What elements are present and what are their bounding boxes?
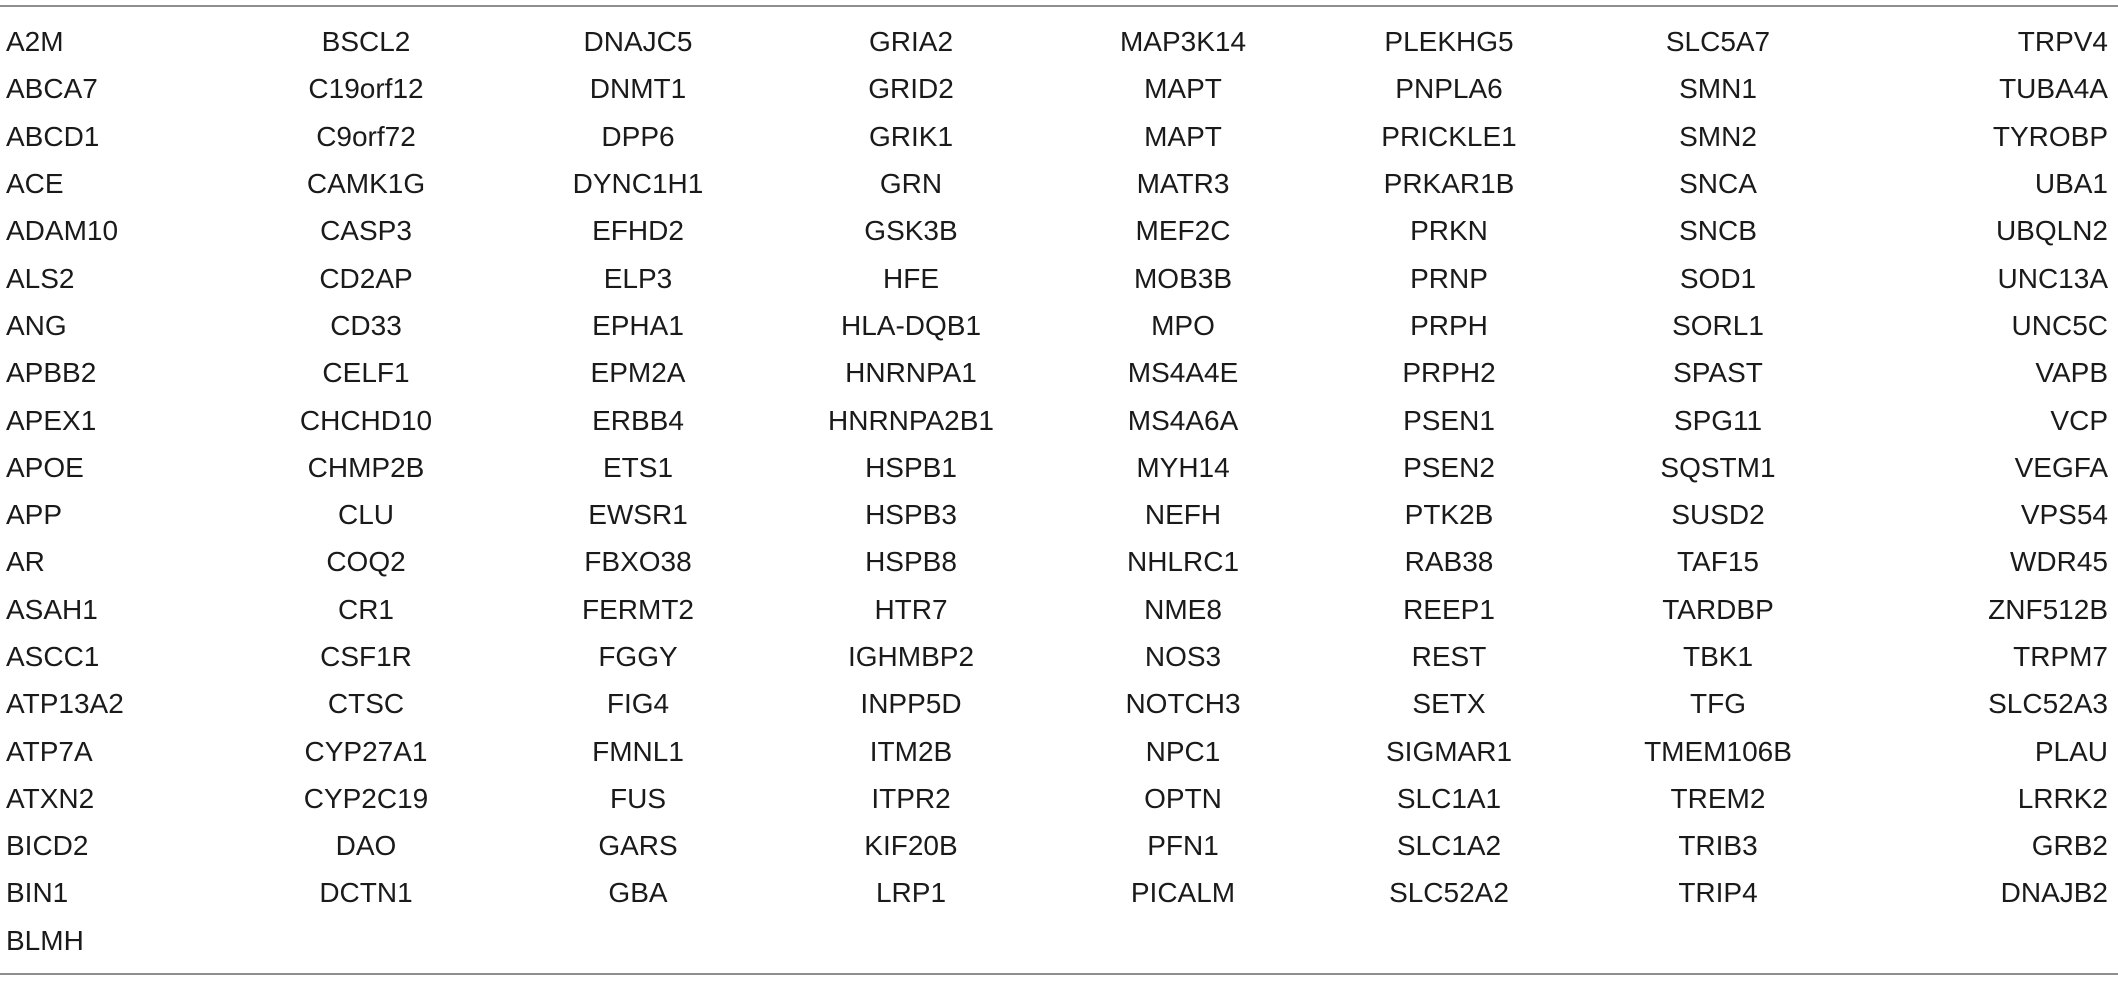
gene-cell: FBXO38	[584, 546, 692, 578]
table-row	[0, 18, 2118, 65]
gene-cell: REEP1	[1403, 593, 1495, 625]
gene-cell: GRN	[879, 168, 943, 200]
gene-cell: APP	[6, 499, 63, 531]
gene-cell: DNAJC5	[583, 26, 693, 58]
gene-cell: CHMP2B	[307, 451, 425, 483]
gene-cell: TAF15	[1677, 546, 1759, 578]
gene-cell: SLC52A2	[1389, 877, 1509, 909]
gene-cell: CD2AP	[319, 262, 413, 294]
gene-cell: GRIA2	[868, 26, 954, 58]
gene-cell: PRICKLE1	[1381, 120, 1517, 152]
gene-cell: ITPR2	[871, 782, 951, 814]
gene-cell: TYROBP	[1992, 120, 2108, 152]
gene-cell: SOD1	[1679, 262, 1757, 294]
gene-cell: MPO	[1151, 309, 1215, 341]
gene-cell: NEFH	[1144, 499, 1222, 531]
gene-cell: TRPV4	[2017, 26, 2108, 58]
gene-cell: ATP7A	[6, 735, 93, 767]
gene-cell: OPTN	[1144, 782, 1222, 814]
gene-cell: KIF20B	[864, 830, 958, 862]
gene-cell: MS4A6A	[1127, 404, 1239, 436]
gene-cell: NME8	[1144, 593, 1222, 625]
gene-cell: DYNC1H1	[572, 168, 704, 200]
gene-cell: EFHD2	[592, 215, 684, 247]
gene-cell: ZNF512B	[1988, 593, 2108, 625]
gene-cell	[1856, 917, 2118, 964]
gene-cell: LRRK2	[2017, 782, 2108, 814]
gene-cell: PRPH2	[1402, 357, 1496, 389]
gene-cell: MAPT	[1144, 120, 1222, 152]
gene-cell: BICD2	[6, 830, 89, 862]
gene-cell: APOE	[6, 451, 84, 483]
gene-cell: HLA-DQB1	[840, 309, 982, 341]
gene-cell: PFN1	[1147, 830, 1219, 862]
gene-cell: DNAJB2	[2000, 877, 2108, 909]
gene-cell: CD33	[330, 309, 402, 341]
table-row	[0, 727, 2118, 774]
gene-cell: ERBB4	[592, 404, 684, 436]
gene-cell: CASP3	[320, 215, 412, 247]
gene-cell: ETS1	[602, 451, 674, 483]
gene-cell: SLC1A1	[1396, 782, 1502, 814]
gene-cell: PRKAR1B	[1383, 168, 1515, 200]
gene-cell: IGHMBP2	[847, 641, 975, 672]
gene-cell: APEX1	[6, 404, 97, 436]
gene-cell: MAPT	[1144, 73, 1222, 105]
gene-cell: ACE	[6, 168, 64, 200]
gene-cell: BIN1	[6, 877, 69, 909]
gene-cell: SUSD2	[1671, 499, 1765, 531]
gene-cell: SLC5A7	[1665, 26, 1771, 58]
gene-cell: UBQLN2	[1995, 215, 2108, 247]
gene-cell: CLU	[337, 499, 394, 531]
gene-cell: DAO	[335, 830, 397, 862]
table-row	[0, 254, 2118, 301]
gene-cell: MOB3B	[1133, 262, 1233, 294]
gene-cell: UNC5C	[2011, 309, 2108, 341]
gene-cell: SORL1	[1672, 309, 1764, 341]
gene-cell: MATR3	[1136, 168, 1230, 200]
gene-cell: HSPB8	[865, 546, 957, 578]
gene-cell: GRIK1	[868, 120, 954, 152]
gene-cell: ASAH1	[6, 593, 98, 625]
gene-cell: COQ2	[326, 546, 406, 578]
gene-cell: GARS	[598, 830, 678, 862]
table-row	[0, 633, 2118, 680]
gene-cell: NPC1	[1145, 735, 1221, 767]
gene-cell: CYP2C19	[303, 782, 429, 814]
gene-cell: SPG11	[1673, 404, 1763, 436]
gene-cell: CHCHD10	[299, 404, 433, 436]
gene-cell: HFE	[883, 262, 939, 294]
gene-cell: EWSR1	[588, 499, 688, 531]
gene-cell: CELF1	[322, 357, 410, 389]
gene-cell: TFG	[1690, 688, 1746, 720]
gene-cell: REST	[1411, 641, 1487, 672]
gene-cell: FUS	[610, 782, 666, 814]
gene-cell: SNCB	[1679, 215, 1757, 247]
gene-cell	[1318, 917, 1580, 964]
gene-cell: SLC1A2	[1396, 830, 1502, 862]
gene-cell: AR	[6, 546, 45, 578]
gene-cell: ITM2B	[869, 735, 953, 767]
gene-cell: GRB2	[2031, 830, 2108, 862]
gene-cell: VEGFA	[2014, 451, 2108, 483]
gene-cell: NHLRC1	[1126, 546, 1240, 578]
table-top-rule	[0, 5, 2118, 7]
gene-cell	[502, 917, 774, 964]
table-row	[0, 65, 2118, 112]
gene-cell: TRIB3	[1678, 830, 1758, 862]
gene-cell: PICALM	[1130, 877, 1236, 909]
table-row	[0, 538, 2118, 585]
gene-cell: CR1	[337, 593, 394, 625]
gene-cell: ADAM10	[6, 215, 119, 247]
gene-cell: DNMT1	[589, 73, 687, 105]
gene-cell: RAB38	[1404, 546, 1494, 578]
table-row	[0, 491, 2118, 538]
gene-cell: VCP	[2050, 404, 2108, 436]
gene-cell: CSF1R	[320, 641, 412, 672]
gene-cell: ALS2	[6, 262, 75, 294]
gene-table	[0, 18, 2118, 964]
gene-cell: HTR7	[874, 593, 948, 625]
gene-cell: SNCA	[1679, 168, 1757, 200]
gene-cell: PLAU	[2034, 735, 2108, 767]
gene-cell: TBK1	[1682, 641, 1754, 672]
gene-cell: ASCC1	[6, 641, 100, 672]
gene-cell: MYH14	[1136, 451, 1230, 483]
gene-cell: PRPH	[1410, 309, 1488, 341]
gene-cell: FIG4	[606, 688, 670, 720]
gene-cell: PSEN2	[1403, 451, 1495, 483]
gene-cell: MEF2C	[1135, 215, 1231, 247]
gene-cell: FGGY	[598, 641, 678, 672]
table-row	[0, 396, 2118, 443]
gene-cell: SMN1	[1679, 73, 1757, 105]
gene-cell: MAP3K14	[1119, 26, 1247, 58]
gene-cell: HNRNPA1	[845, 357, 977, 389]
gene-cell: NOTCH3	[1125, 688, 1241, 720]
table-row	[0, 822, 2118, 869]
gene-cell: ABCA7	[6, 73, 98, 105]
gene-cell: PNPLA6	[1395, 73, 1503, 105]
gene-cell: A2M	[6, 26, 64, 58]
gene-cell: WDR45	[2009, 546, 2108, 578]
gene-cell: C9orf72	[316, 120, 416, 152]
gene-cell: BSCL2	[321, 26, 411, 58]
gene-cell: ATP13A2	[6, 688, 124, 720]
gene-cell: SETX	[1412, 688, 1486, 720]
gene-cell: HNRNPA2B1	[828, 404, 994, 436]
gene-cell: LRP1	[875, 877, 947, 909]
gene-cell: PTK2B	[1404, 499, 1494, 531]
gene-cell: INPP5D	[860, 688, 962, 720]
gene-cell: DCTN1	[319, 877, 413, 909]
gene-cell	[1048, 917, 1318, 964]
gene-cell: SMN2	[1679, 120, 1757, 152]
gene-cell: TMEM106B	[1644, 735, 1792, 767]
gene-cell: HSPB3	[865, 499, 957, 531]
gene-cell: EPM2A	[590, 357, 686, 389]
gene-cell: FERMT2	[582, 593, 694, 625]
gene-cell: VPS54	[2020, 499, 2108, 531]
gene-cell: TREM2	[1670, 782, 1766, 814]
gene-cell: PRNP	[1410, 262, 1488, 294]
gene-cell: HSPB1	[865, 451, 957, 483]
table-row	[0, 917, 2118, 964]
table-row	[0, 680, 2118, 727]
gene-cell: UNC13A	[1997, 262, 2108, 294]
gene-cell: MS4A4E	[1127, 357, 1239, 389]
gene-table-body	[0, 18, 2118, 964]
gene-cell: CAMK1G	[306, 168, 426, 200]
gene-cell: APBB2	[6, 357, 97, 389]
gene-cell: PLEKHG5	[1384, 26, 1514, 58]
table-row	[0, 869, 2118, 916]
gene-cell: DPP6	[601, 120, 675, 152]
table-bottom-rule	[0, 973, 2118, 975]
gene-cell: UBA1	[2034, 168, 2108, 200]
gene-cell: SIGMAR1	[1385, 735, 1513, 767]
table-row	[0, 302, 2118, 349]
table-row	[0, 775, 2118, 822]
gene-cell: C19orf12	[308, 73, 424, 105]
gene-cell: ELP3	[603, 262, 673, 294]
gene-cell: BLMH	[6, 924, 84, 956]
gene-cell: TUBA4A	[1999, 73, 2108, 105]
gene-cell: SLC52A3	[1988, 688, 2108, 720]
gene-cell: ATXN2	[6, 782, 95, 814]
gene-cell: FMNL1	[592, 735, 684, 767]
table-row	[0, 444, 2118, 491]
table-row	[0, 207, 2118, 254]
gene-cell	[230, 917, 502, 964]
gene-cell: SQSTM1	[1660, 451, 1776, 483]
gene-cell: TRPM7	[2013, 641, 2108, 672]
gene-cell: ABCD1	[6, 120, 100, 152]
gene-cell: PRKN	[1410, 215, 1488, 247]
gene-cell: TARDBP	[1662, 593, 1774, 625]
gene-cell: GBA	[608, 877, 668, 909]
table-row	[0, 160, 2118, 207]
gene-cell: PSEN1	[1403, 404, 1495, 436]
table-row	[0, 349, 2118, 396]
gene-cell: TRIP4	[1678, 877, 1758, 909]
gene-cell	[1580, 917, 1856, 964]
gene-cell: VAPB	[2035, 357, 2108, 389]
gene-cell: ANG	[6, 309, 67, 341]
gene-cell: GSK3B	[864, 215, 958, 247]
gene-cell: EPHA1	[592, 309, 684, 341]
table-row	[0, 113, 2118, 160]
gene-cell: SPAST	[1673, 357, 1763, 389]
gene-cell	[774, 917, 1048, 964]
gene-cell: CYP27A1	[304, 735, 428, 767]
gene-cell: NOS3	[1144, 641, 1222, 672]
table-row	[0, 586, 2118, 633]
gene-cell: CTSC	[327, 688, 405, 720]
gene-cell: GRID2	[868, 73, 954, 105]
